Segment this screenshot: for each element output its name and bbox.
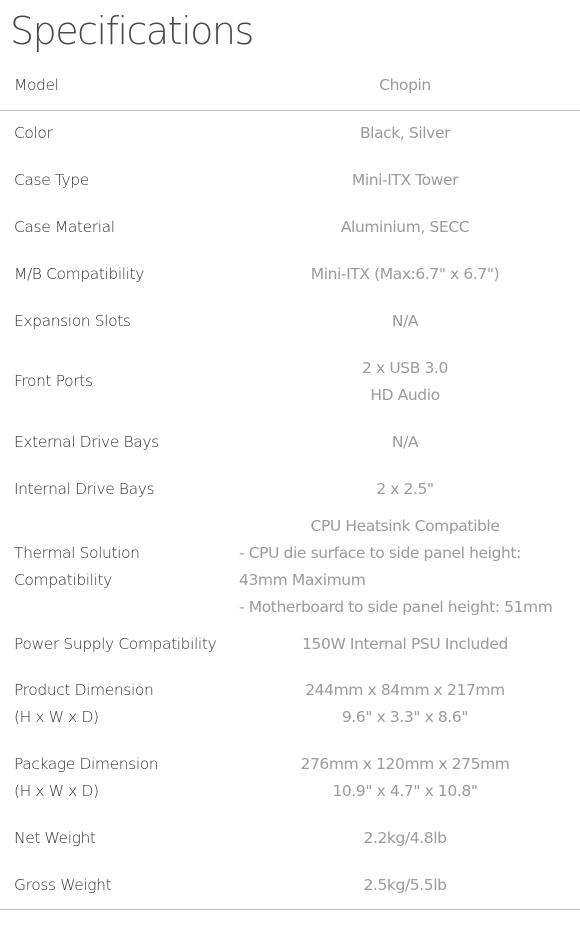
spec-row bbox=[0, 110, 580, 157]
spec-label bbox=[0, 418, 238, 466]
spec-label-line: Color bbox=[14, 124, 53, 143]
spec-value-line: 2 x USB 3.0 bbox=[362, 358, 448, 377]
spec-label bbox=[0, 815, 238, 862]
spec-value bbox=[238, 667, 580, 741]
spec-value bbox=[238, 251, 580, 298]
spec-value-line: N/A bbox=[391, 312, 419, 330]
spec-label-line: External Drive Bays bbox=[14, 432, 159, 451]
spec-value-line: Black, Silver bbox=[359, 124, 451, 143]
spec-row bbox=[0, 466, 580, 513]
spec-row bbox=[0, 62, 580, 110]
spec-value-line: Chopin bbox=[379, 76, 431, 95]
spec-label-line: M/B Compatibility bbox=[14, 265, 145, 283]
spec-row bbox=[0, 621, 580, 667]
spec-row bbox=[0, 667, 580, 741]
spec-value bbox=[238, 345, 580, 418]
spec-row bbox=[0, 862, 580, 909]
spec-row bbox=[0, 418, 580, 466]
spec-label bbox=[0, 345, 238, 418]
spec-label-line: Product Dimension bbox=[14, 681, 154, 699]
spec-value-line: 276mm x 120mm x 275mm bbox=[300, 755, 510, 773]
spec-label-line: Package Dimension bbox=[14, 755, 159, 773]
spec-value-line: - Motherboard to side panel height: 51mm bbox=[239, 598, 553, 616]
spec-value bbox=[238, 110, 580, 157]
spec-value bbox=[238, 513, 580, 621]
spec-label-line: Power Supply Compatibility bbox=[14, 634, 217, 653]
spec-label bbox=[0, 466, 238, 513]
spec-row bbox=[0, 815, 580, 862]
spec-value-line: 2 x 2.5" bbox=[376, 480, 434, 498]
spec-label bbox=[0, 157, 238, 204]
spec-row bbox=[0, 741, 580, 815]
spec-label-line: Internal Drive Bays bbox=[14, 480, 155, 498]
spec-label bbox=[0, 110, 238, 157]
spec-value-line: 2.5kg/5.5lb bbox=[363, 875, 447, 894]
spec-row bbox=[0, 251, 580, 298]
spec-label bbox=[0, 667, 238, 741]
spec-label-line: Thermal Solution bbox=[14, 544, 140, 562]
spec-value-line: - CPU die surface to side panel height: 43mm Maximum bbox=[239, 544, 521, 589]
spec-value bbox=[238, 466, 580, 513]
spec-value-line: N/A bbox=[391, 432, 419, 451]
page-title: Specifications bbox=[10, 9, 253, 53]
spec-label bbox=[0, 204, 238, 251]
spec-value bbox=[238, 621, 580, 667]
spec-value bbox=[238, 815, 580, 862]
specifications-table-body bbox=[0, 62, 580, 909]
spec-value bbox=[238, 418, 580, 466]
spec-label bbox=[0, 298, 238, 345]
spec-value-line: 150W Internal PSU Included bbox=[302, 634, 508, 653]
spec-value-line: 2.2kg/4.8lb bbox=[363, 829, 447, 847]
spec-label-line: Expansion Slots bbox=[14, 312, 131, 330]
spec-value-line: HD Audio bbox=[370, 385, 440, 404]
spec-label-line: Compatibility bbox=[14, 571, 112, 589]
spec-value-line: 10.9" x 4.7" x 10.8" bbox=[332, 782, 478, 800]
spec-label-line: Front Ports bbox=[14, 372, 93, 390]
spec-value bbox=[238, 204, 580, 251]
spec-row bbox=[0, 345, 580, 418]
spec-value-line: Mini-ITX Tower bbox=[351, 171, 459, 189]
spec-label bbox=[0, 62, 238, 110]
spec-row bbox=[0, 513, 580, 621]
spec-value-line: 244mm x 84mm x 217mm bbox=[305, 681, 505, 699]
spec-value-line: Mini-ITX (Max:6.7" x 6.7") bbox=[310, 265, 500, 283]
spec-label-line: (H x W x D) bbox=[14, 708, 99, 726]
spec-label bbox=[0, 621, 238, 667]
spec-label-line: Model bbox=[14, 76, 59, 95]
spec-label bbox=[0, 862, 238, 909]
spec-value bbox=[238, 298, 580, 345]
spec-row bbox=[0, 157, 580, 204]
spec-label-line: Gross Weight bbox=[14, 875, 112, 894]
spec-label bbox=[0, 741, 238, 815]
spec-value bbox=[238, 741, 580, 815]
spec-label-line: Net Weight bbox=[14, 829, 96, 847]
spec-label-line: (H x W x D) bbox=[14, 782, 99, 800]
spec-label-line: Case Type bbox=[14, 171, 89, 189]
spec-value bbox=[238, 157, 580, 204]
spec-value bbox=[238, 862, 580, 909]
spec-value-line: CPU Heatsink Compatible bbox=[310, 517, 500, 535]
spec-row bbox=[0, 298, 580, 345]
spec-label bbox=[0, 513, 238, 621]
specifications-table bbox=[0, 62, 580, 910]
spec-label bbox=[0, 251, 238, 298]
spec-value bbox=[238, 62, 580, 110]
spec-label-line: Case Material bbox=[14, 218, 115, 236]
spec-value-line: 9.6" x 3.3" x 8.6" bbox=[341, 708, 469, 726]
spec-row bbox=[0, 204, 580, 251]
spec-value-line: Aluminium, SECC bbox=[340, 218, 470, 236]
